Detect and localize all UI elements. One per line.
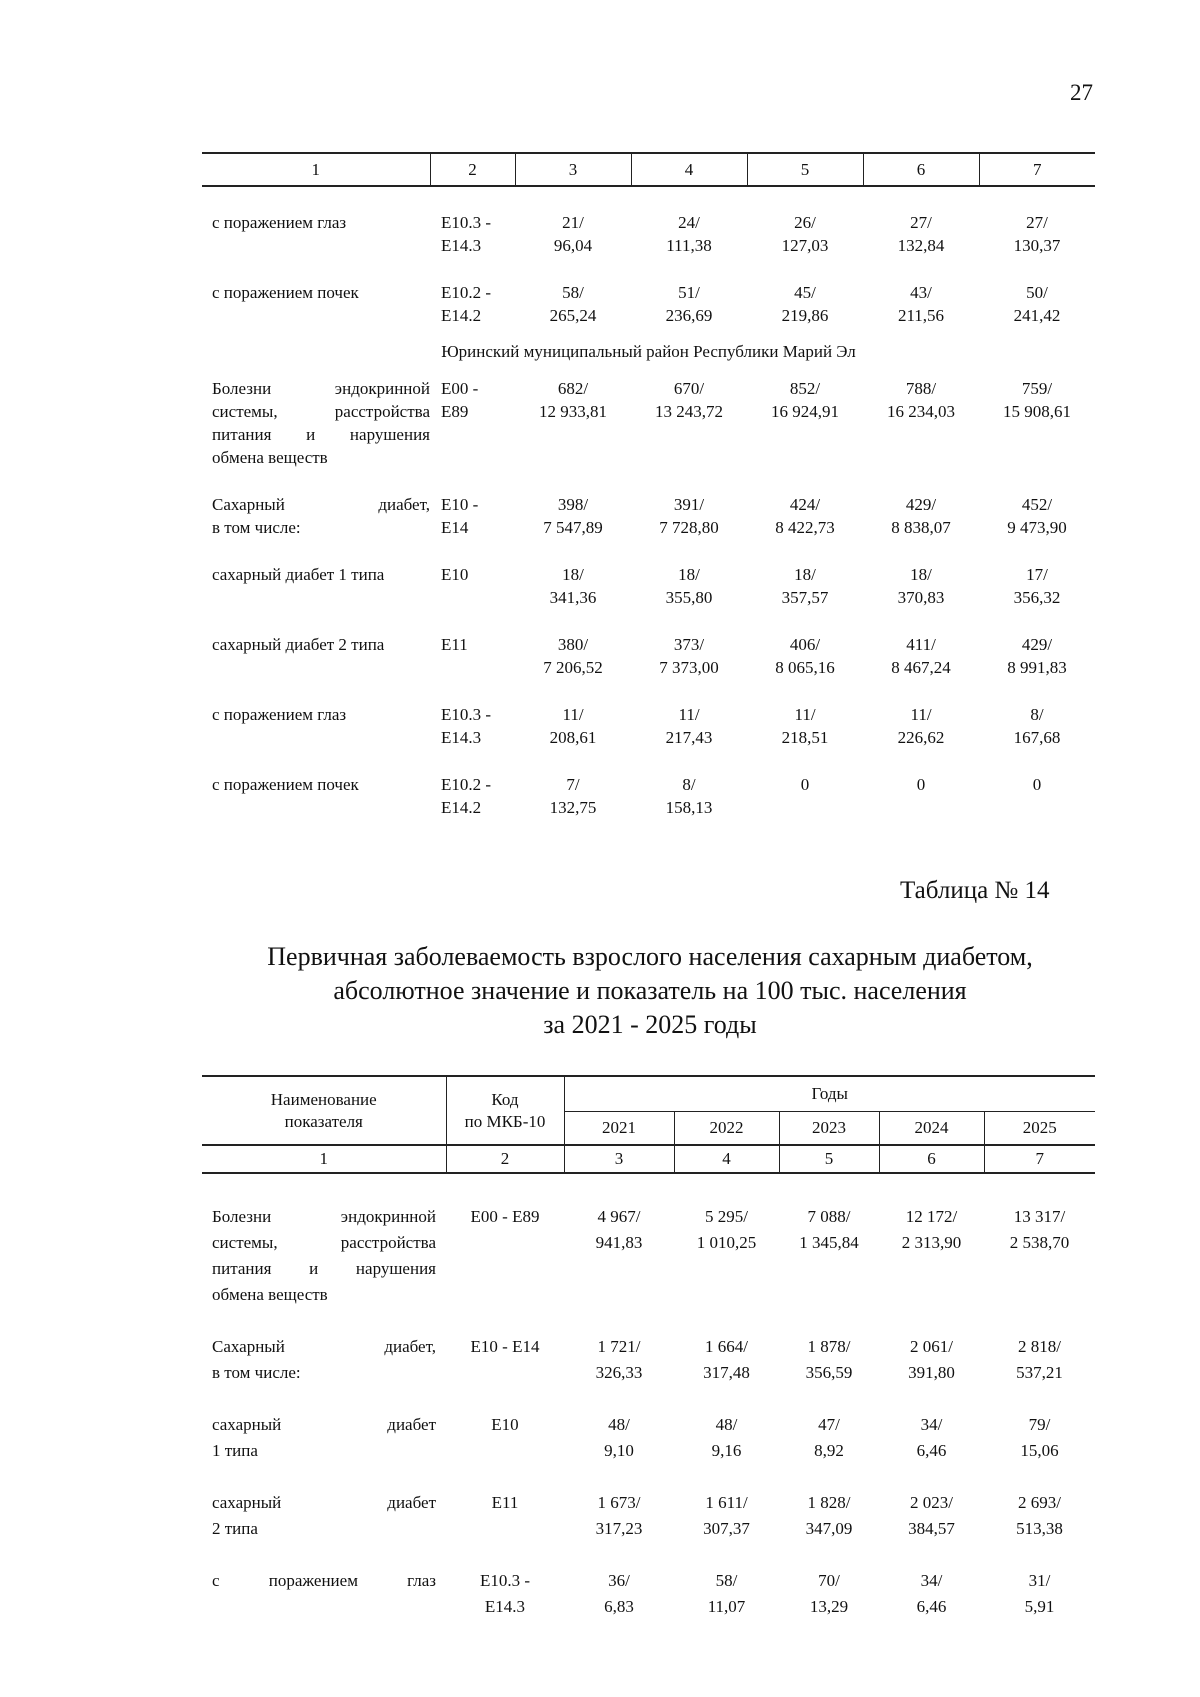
- row-code: E10.2 - E14.2: [441, 775, 492, 817]
- column-number: 4: [631, 153, 747, 186]
- cell-value: 45/ 219,86: [781, 283, 829, 325]
- row-code: E11: [491, 1493, 519, 1512]
- cell-value: 27/ 130,37: [1013, 213, 1061, 255]
- row-code: E00 - E89: [441, 379, 479, 421]
- row-code: E10: [441, 565, 469, 584]
- cell-value: 788/ 16 234,03: [887, 379, 955, 421]
- cell-value: 51/ 236,69: [665, 283, 713, 325]
- cell-value: 2 061/ 391,80: [908, 1337, 955, 1382]
- cell-value: 48/ 9,16: [711, 1415, 742, 1460]
- cell-value: 1 878/ 356,59: [805, 1337, 853, 1382]
- cell-value: 7 088/ 1 345,84: [799, 1207, 859, 1252]
- column-number: 6: [879, 1145, 984, 1173]
- cell-value: 79/ 15,06: [1020, 1415, 1059, 1460]
- column-number-row: [202, 1145, 1095, 1173]
- cell-value: 48/ 9,10: [604, 1415, 634, 1460]
- row-code: E10.3 - E14.3: [441, 705, 492, 747]
- header-name: Наименование показателя: [202, 1076, 446, 1145]
- row-name: с поражением почек: [212, 775, 359, 794]
- cell-value: 1 664/ 317,48: [703, 1337, 750, 1382]
- header-year: 2025: [984, 1112, 1095, 1146]
- row-name: с поражением глаз: [212, 1571, 436, 1590]
- cell-value: 17/ 356,32: [1013, 565, 1061, 607]
- cell-value: 0: [1032, 775, 1042, 794]
- cell-value: 58/ 265,24: [549, 283, 597, 325]
- row-name: сахарный диабет 2 типа: [212, 635, 385, 654]
- table-row: [202, 773, 1095, 819]
- row-code: E10.2 - E14.2: [441, 283, 492, 325]
- table-row: [202, 377, 1095, 469]
- cell-value: 11/ 217,43: [665, 705, 713, 747]
- cell-value: 0: [916, 775, 926, 794]
- cell-value: 36/ 6,83: [604, 1571, 634, 1616]
- cell-value: 34/ 6,46: [916, 1415, 947, 1460]
- header-year: 2023: [779, 1112, 879, 1146]
- cell-value: 27/ 132,84: [897, 213, 945, 255]
- cell-value: 429/ 8 991,83: [1007, 635, 1067, 677]
- region-heading: Юринский муниципальный район Республики Марий Эл: [441, 342, 856, 361]
- row-code: E10: [491, 1415, 519, 1434]
- column-number: 2: [446, 1145, 564, 1173]
- row-name: Болезни эндокринной системы, расстройства питания и нарушения обмена веществ: [212, 1207, 436, 1304]
- cell-value: 1 721/ 326,33: [595, 1337, 643, 1382]
- cell-value: 47/ 8,92: [814, 1415, 844, 1460]
- table-row: [202, 633, 1095, 679]
- cell-value: 670/ 13 243,72: [655, 379, 723, 421]
- row-name: Сахарный диабет, в том числе:: [212, 495, 430, 537]
- column-number: 7: [979, 153, 1095, 186]
- cell-value: 24/ 111,38: [666, 213, 712, 255]
- cell-value: 4 967/ 941,83: [595, 1207, 643, 1252]
- cell-value: 13 317/ 2 538,70: [1009, 1207, 1070, 1252]
- header-code: Код по МКБ-10: [446, 1076, 564, 1145]
- row-code: E10 - E14: [441, 495, 479, 537]
- header-year: 2024: [879, 1112, 984, 1146]
- row-name: с поражением глаз: [212, 213, 347, 232]
- region-row: [202, 327, 1095, 377]
- row-name: с поражением почек: [212, 283, 359, 302]
- table-row: [202, 703, 1095, 749]
- column-number: 1: [202, 1145, 446, 1173]
- column-number: 6: [863, 153, 979, 186]
- column-number: 4: [674, 1145, 779, 1173]
- cell-value: 58/ 11,07: [707, 1571, 746, 1616]
- column-number: 7: [984, 1145, 1095, 1173]
- cell-value: 411/ 8 467,24: [891, 635, 951, 677]
- table-number-label: Таблица № 14: [900, 877, 1050, 904]
- row-name: сахарный диабет 1 типа: [212, 565, 385, 584]
- cell-value: 5 295/ 1 010,25: [696, 1207, 757, 1252]
- cell-value: 7/ 132,75: [549, 775, 597, 817]
- header-years: Годы: [564, 1076, 1095, 1112]
- cell-value: 406/ 8 065,16: [775, 635, 835, 677]
- row-name: с поражением глаз: [212, 705, 347, 724]
- cell-value: 424/ 8 422,73: [775, 495, 835, 537]
- row-code: E11: [441, 635, 468, 654]
- row-code: E00 - E89: [470, 1207, 540, 1226]
- cell-value: 11/ 208,61: [549, 705, 597, 747]
- cell-value: 26/ 127,03: [781, 213, 829, 255]
- cell-value: 1 828/ 347,09: [805, 1493, 853, 1538]
- column-number: 2: [430, 153, 515, 186]
- table-row: [202, 563, 1095, 609]
- cell-value: 373/ 7 373,00: [659, 635, 719, 677]
- row-name: сахарный диабет 1 типа: [212, 1415, 436, 1460]
- cell-value: 8/ 167,68: [1013, 705, 1061, 747]
- cell-value: 18/ 355,80: [665, 565, 713, 607]
- column-number: 3: [515, 153, 631, 186]
- row-name: Болезни эндокринной системы, расстройства питания и нарушения обмена веществ: [212, 379, 430, 467]
- cell-value: 2 818/ 537,21: [1016, 1337, 1063, 1382]
- cell-value: 452/ 9 473,90: [1007, 495, 1067, 537]
- cell-value: 398/ 7 547,89: [543, 495, 603, 537]
- cell-value: 18/ 357,57: [781, 565, 829, 607]
- table-row: [202, 1490, 1095, 1542]
- table-row: [202, 1204, 1095, 1308]
- cell-value: 1 673/ 317,23: [595, 1493, 643, 1538]
- row-code: E10 - E14: [470, 1337, 540, 1356]
- header-year: 2022: [674, 1112, 779, 1146]
- column-number: 5: [779, 1145, 879, 1173]
- table-row: [202, 1412, 1095, 1464]
- cell-value: 8/ 158,13: [665, 775, 713, 817]
- header-year: 2021: [564, 1112, 674, 1146]
- table-14: [202, 1075, 1095, 1620]
- cell-value: 429/ 8 838,07: [891, 495, 951, 537]
- cell-value: 43/ 211,56: [897, 283, 945, 325]
- table-row: [202, 281, 1095, 327]
- cell-value: 21/ 96,04: [553, 213, 593, 255]
- row-name: сахарный диабет 2 типа: [212, 1493, 436, 1538]
- cell-value: 759/ 15 908,61: [1003, 379, 1071, 421]
- cell-value: 852/ 16 924,91: [771, 379, 839, 421]
- cell-value: 11/ 218,51: [781, 705, 829, 747]
- table-row: [202, 1568, 1095, 1620]
- cell-value: 31/ 5,91: [1024, 1571, 1055, 1616]
- table-title: Первичная заболеваемость взрослого населения сахарным диабетом, абсолютное значение и показатель на 100 тыс. населения за 2021 - 2025 годы: [267, 942, 1033, 1039]
- cell-value: 50/ 241,42: [1013, 283, 1061, 325]
- cell-value: 11/ 226,62: [897, 705, 945, 747]
- column-number: 5: [747, 153, 863, 186]
- cell-value: 1 611/ 307,37: [703, 1493, 750, 1538]
- cell-value: 2 023/ 384,57: [908, 1493, 955, 1538]
- cell-value: 0: [800, 775, 810, 794]
- page-number: 27: [1070, 80, 1093, 105]
- table-row: [202, 1334, 1095, 1386]
- cell-value: 34/ 6,46: [916, 1571, 947, 1616]
- row-name: Сахарный диабет, в том числе:: [212, 1337, 436, 1382]
- table-row: [202, 211, 1095, 257]
- continuation-table: [202, 152, 1095, 819]
- cell-value: 2 693/ 513,38: [1016, 1493, 1063, 1538]
- cell-value: 391/ 7 728,80: [659, 495, 719, 537]
- cell-value: 18/ 341,36: [549, 565, 597, 607]
- cell-value: 18/ 370,83: [897, 565, 945, 607]
- column-number-row: [202, 153, 1095, 186]
- row-code: E10.3 - E14.3: [441, 213, 492, 255]
- cell-value: 12 172/ 2 313,90: [901, 1207, 962, 1252]
- cell-value: 682/ 12 933,81: [539, 379, 607, 421]
- column-number: 3: [564, 1145, 674, 1173]
- table-row: [202, 493, 1095, 539]
- column-number: 1: [202, 153, 430, 186]
- row-code: E10.3 - E14.3: [479, 1571, 531, 1616]
- cell-value: 380/ 7 206,52: [543, 635, 603, 677]
- cell-value: 70/ 13,29: [809, 1571, 849, 1616]
